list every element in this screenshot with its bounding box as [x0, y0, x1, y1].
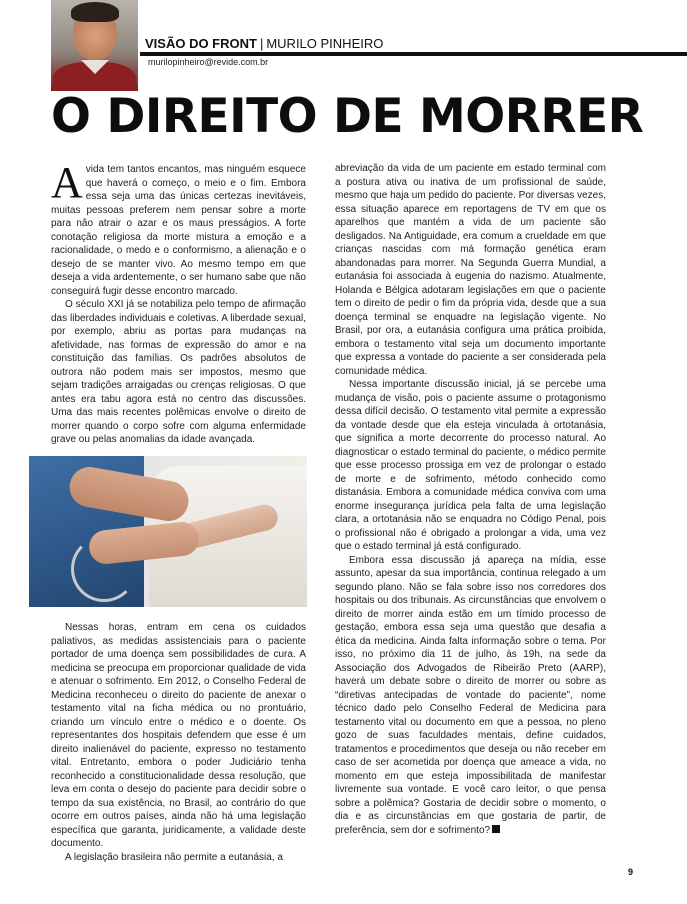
article-headline: O DIREITO DE MORRER — [51, 89, 644, 144]
column-1-bottom — [51, 621, 306, 864]
author-photo-hair — [71, 2, 119, 22]
header-rule — [140, 52, 687, 56]
author-name: MURILO PINHEIRO — [266, 36, 384, 51]
paragraph-2: O século XXI já se notabiliza pelo tempo de afirmação das liberdades individuais e coletivas. A liberdade sexual, por exemplo, abriu as portas para mudanças na afetividade, nas formas de expressão do amor e na constituição das famílias. Os padrões absolutos de outrora não podem mais ser impostos, mesmo que sejam tradições arraigadas ou crenças religiosas. O que antes era tabu agora está no centro das discussões. Uma das mais recentes polêmicas envolve o direito de morrer quando o corpo sofre com alguma enfermidade grave ou pelas anomalias da idade avançada. — [51, 299, 306, 445]
paragraph-7 — [335, 554, 606, 838]
author-email: murilopinheiro@revide.com.br — [148, 57, 269, 67]
paragraph-4: A legislação brasileira não permite a eutanásia, a — [65, 851, 283, 863]
dropcap: A — [51, 158, 83, 207]
end-of-article-icon — [492, 825, 500, 833]
paragraph-1-text: vida tem tantos encantos, mas ninguém esquece que haverá o começo, o meio e o fim. Embora essa seja uma das únicas certezas inevitáveis, muitas pessoas preferem nem pensar sobre a morte para não atrair o azar e os maus presságios. A forte conotação religiosa da morte mistura a emoção e a racionalidade, o medo e o conformismo, a alienação e o desejo de se manter vivo. Ao mesmo tempo em que deseja a vida ardentemente, o ser humano sabe que não conseguirá fugir desse encontro marcado. — [51, 164, 306, 297]
paragraph-1 — [51, 158, 306, 298]
paragraph-3: Nessas horas, entram em cena os cuidados paliativos, as medidas assistenciais para o paciente portador de uma doença sem possibilidades de cura. A medicina se preocupa em proporcionar qualidade de vida e atenuar o sofrimento. Em 2012, o Conselho Federal de Medicina reconheceu o direito do paciente de anexar o testamento vital na ficha médica ou no prontuário, criando um vínculo entre o médico e o doente. Os representantes dos hospitais defendem que esse é um direito inalienável do paciente, expresso no testamento vital. Entretanto, embora o poder Judiciário tenha reconhecido a constitucionalidade dessa resolução, que leva em conta o desejo do paciente para decidir sobre o tempo da sua existência, no Brasil, ao contrário do que ocorre em outros países, ainda não há uma legislação específica que garanta, juridicamente, a validade deste documento. — [51, 622, 306, 849]
paragraph-7-text: Embora essa discussão já apareça na mídia, esse assunto, apesar da sua importância, continua relegado a um segundo plano. Não se fala sobre isso nos corredores dos hospitais ou dos tribunais. As circunstâncias que envolvem o direito de morrer ainda estão em um tímido processo de gestação, embora essa seja uma questão que desafia a ética da medicina. Ainda falta informação sobre o tema. Por isso, no próximo dia 11 de julho, às 19h, na sede da Associação dos Advogados de Ribeirão Preto (AARP), haverá um debate sobre o direito de morrer ou sobre as “diretivas antecipadas de vontade do paciente”, nome técnico dado pelo Conselho Federal de Medicina para testamento vital ou documento em que a pessoa, no pleno gozo de suas faculdades mentais, define cuidados, tratamentos e procedimentos que deseja ou não receber em caso de ser acometida por doença que ameace a vida, no momento em que esteja impossibilitada de manifestar livremente sua vontade. E você caro leitor, o que pensa sobre a polêmica? Gostaria de decidir sobre o momento, o dia e as circunstâncias em que gostaria de partir, de preferência, sem dor e sofrimento? — [335, 554, 606, 836]
column-1-top — [51, 158, 306, 447]
page-number: 9 — [628, 867, 634, 877]
paragraph-5: abreviação da vida de um paciente em estado terminal com a postura ativa ou inativa de um profissional de saúde, mesmo que haja um pedido do paciente. Por diversas vezes, essa situação aparece em reportagens de TV em que os aparelhos que mantém a vida de um paciente são desligados. Na Antiguidade, era comum a crueldade em que crianças nascidas com má formação genética eram abandonadas para morrer. Na Segunda Guerra Mundial, a eutanásia foi associada à eugenia do nazismo. Atualmente, Holanda e Bélgica adotaram legislações em que o paciente tem o direito de pedir o fim da própria vida, desde que a sua doença terminal se enquadre na legislação vigente. No Brasil, por ora, a eutanásia configura uma prática proibida, embora o testamento vital seja um documento importante que expressa a vontade do paciente a ser considerada pela comunidade médica. — [335, 163, 606, 377]
column-header — [145, 37, 383, 51]
article-photo-hands — [29, 456, 307, 607]
author-photo — [51, 0, 138, 91]
column-title: VISÃO DO FRONT — [145, 36, 257, 51]
column-2 — [335, 162, 606, 837]
paragraph-6: Nessa importante discussão inicial, já se percebe uma mudança de visão, pois o paciente assume o protagonismo dessa difícil decisão. O testamento vital permite a expressão da vontade desde que ela esteja vinculada à ortotanásia, que significa a morte decorrente do processo natural. Ao diagnosticar o estado terminal do paciente, o médico permite que esse processo prossiga em vez de prolongar o estado de morte e de sofrimento, método conhecido como distanásia. Embora a comunidade médica conviva com uma enorme insegurança jurídica pela falta de uma legislação clara, a ortotanásia não se enquadra no Código Penal, pois o profissional não é obrigado a prolongar a vida, uma vez que o estado terminal já está configurado. — [335, 379, 606, 552]
photo-stethoscope — [71, 536, 137, 602]
header-separator: | — [259, 36, 264, 51]
